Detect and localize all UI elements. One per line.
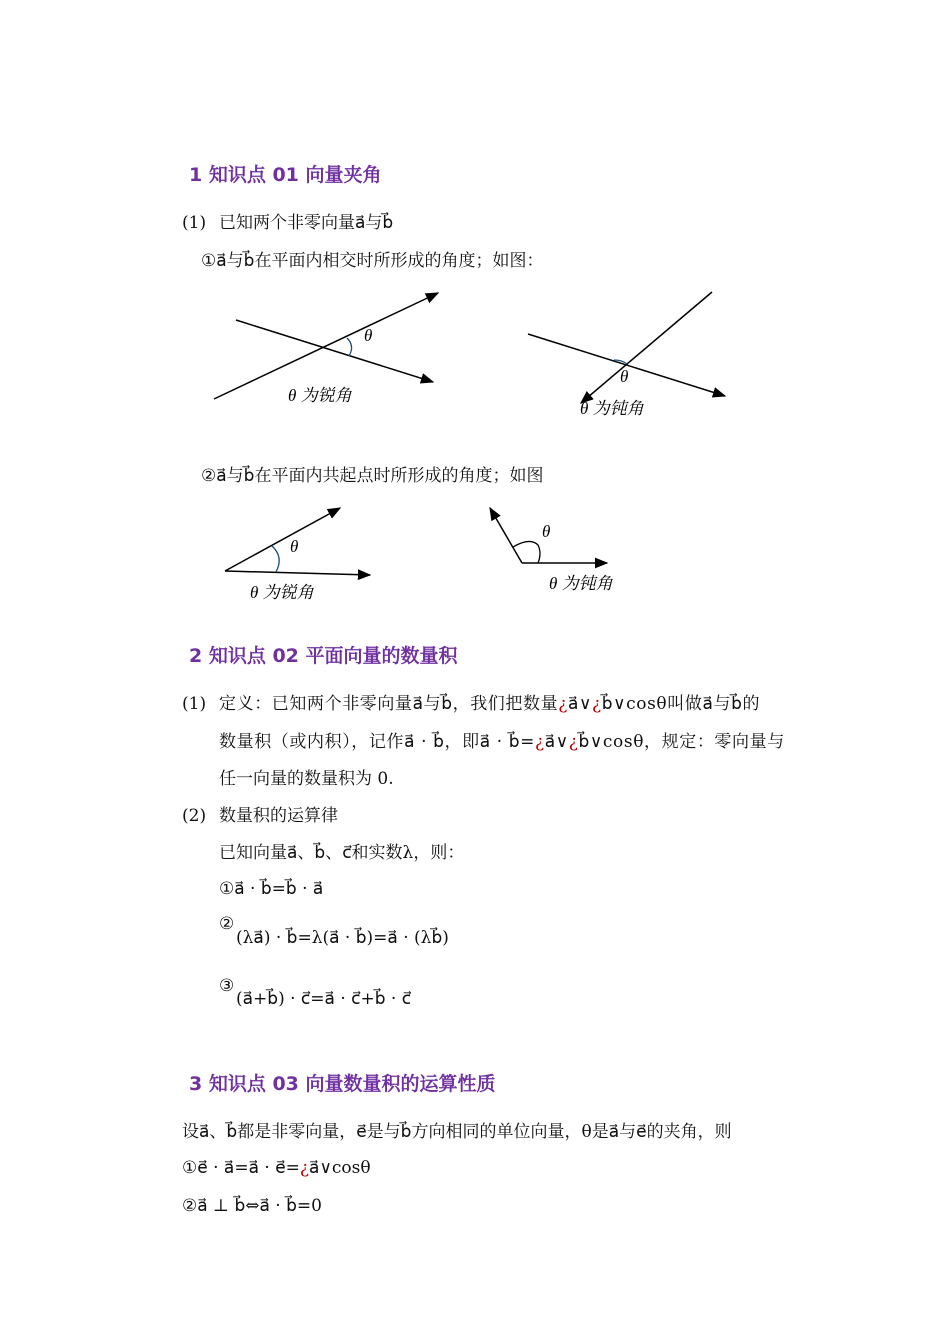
- law-3: (a⃗+b⃗) · c⃗=a⃗ · c⃗+b⃗ · c⃗: [236, 989, 412, 1009]
- figure-common-origin-vectors: [0, 495, 950, 610]
- definition-line-1: 定义：已知两个非零向量a⃗与b⃗，我们把数量¿a⃗∨¿b⃗∨cosθ叫做a⃗与b⃗的: [219, 694, 761, 714]
- vector-a-line: [225, 508, 340, 571]
- theta-label: θ: [620, 367, 629, 386]
- case-2-text: ②a⃗与b⃗在平面内共起点时所形成的角度；如图: [201, 466, 544, 486]
- figure-intersecting-vectors: [0, 280, 950, 440]
- section-3-title: 3 知识点 03 向量数量积的运算性质: [189, 1073, 496, 1095]
- angle-arc: [513, 541, 540, 563]
- definition-line-2: 数量积（或内积），记作a⃗ · b⃗，即a⃗ · b⃗=¿a⃗∨¿b⃗∨cosθ，规定：零向量与: [219, 732, 785, 752]
- item-1-text: 已知两个非零向量a⃗与b⃗: [219, 213, 394, 233]
- angle-arc: [272, 546, 279, 572]
- item-1-number: (1): [182, 213, 207, 233]
- item-1-number: (1): [182, 694, 207, 714]
- obtuse-caption: θ 为钝角: [549, 574, 613, 593]
- laws-title: 数量积的运算律: [219, 806, 338, 826]
- definition-line-3: 任一向量的数量积为 0.: [219, 769, 394, 789]
- vector-a-line: [490, 508, 522, 563]
- angle-arc: [347, 338, 352, 356]
- case-1-text: ①a⃗与b⃗在平面内相交时所形成的角度；如图：: [201, 251, 544, 271]
- vector-a-line: [214, 293, 438, 399]
- obtuse-caption: θ 为钝角: [580, 399, 644, 418]
- property-2: ②a⃗ ⊥ b⃗⇔a⃗ · b⃗=0: [182, 1196, 322, 1216]
- acute-caption: θ 为锐角: [288, 386, 352, 405]
- theta-label: θ: [542, 522, 551, 541]
- acute-caption: θ 为锐角: [250, 583, 314, 602]
- theta-label: θ: [364, 326, 373, 345]
- law-2: (λa⃗) · b⃗=λ(a⃗ · b⃗)=a⃗ · (λb⃗): [236, 928, 449, 948]
- law-1: ①a⃗ · b⃗=b⃗ · a⃗: [219, 879, 324, 899]
- vector-b-line: [225, 571, 370, 575]
- properties-intro: 设a⃗、b⃗都是非零向量，e⃗是与b⃗方向相同的单位向量，θ是a⃗与e⃗的夹角，则: [182, 1122, 732, 1142]
- theta-label: θ: [290, 537, 299, 556]
- item-2-number: (2): [182, 806, 207, 826]
- laws-given: 已知向量a⃗、b⃗、c⃗和实数λ，则：: [219, 843, 465, 863]
- section-2-title: 2 知识点 02 平面向量的数量积: [189, 645, 458, 667]
- law-3-marker: ③: [219, 976, 235, 996]
- property-1: ①e⃗ · a⃗=a⃗ · e⃗=¿a⃗∨cosθ: [182, 1158, 371, 1178]
- vector-b-line: [236, 320, 433, 382]
- section-1-title: 1 知识点 01 向量夹角: [189, 164, 382, 186]
- law-2-marker: ②: [219, 914, 235, 934]
